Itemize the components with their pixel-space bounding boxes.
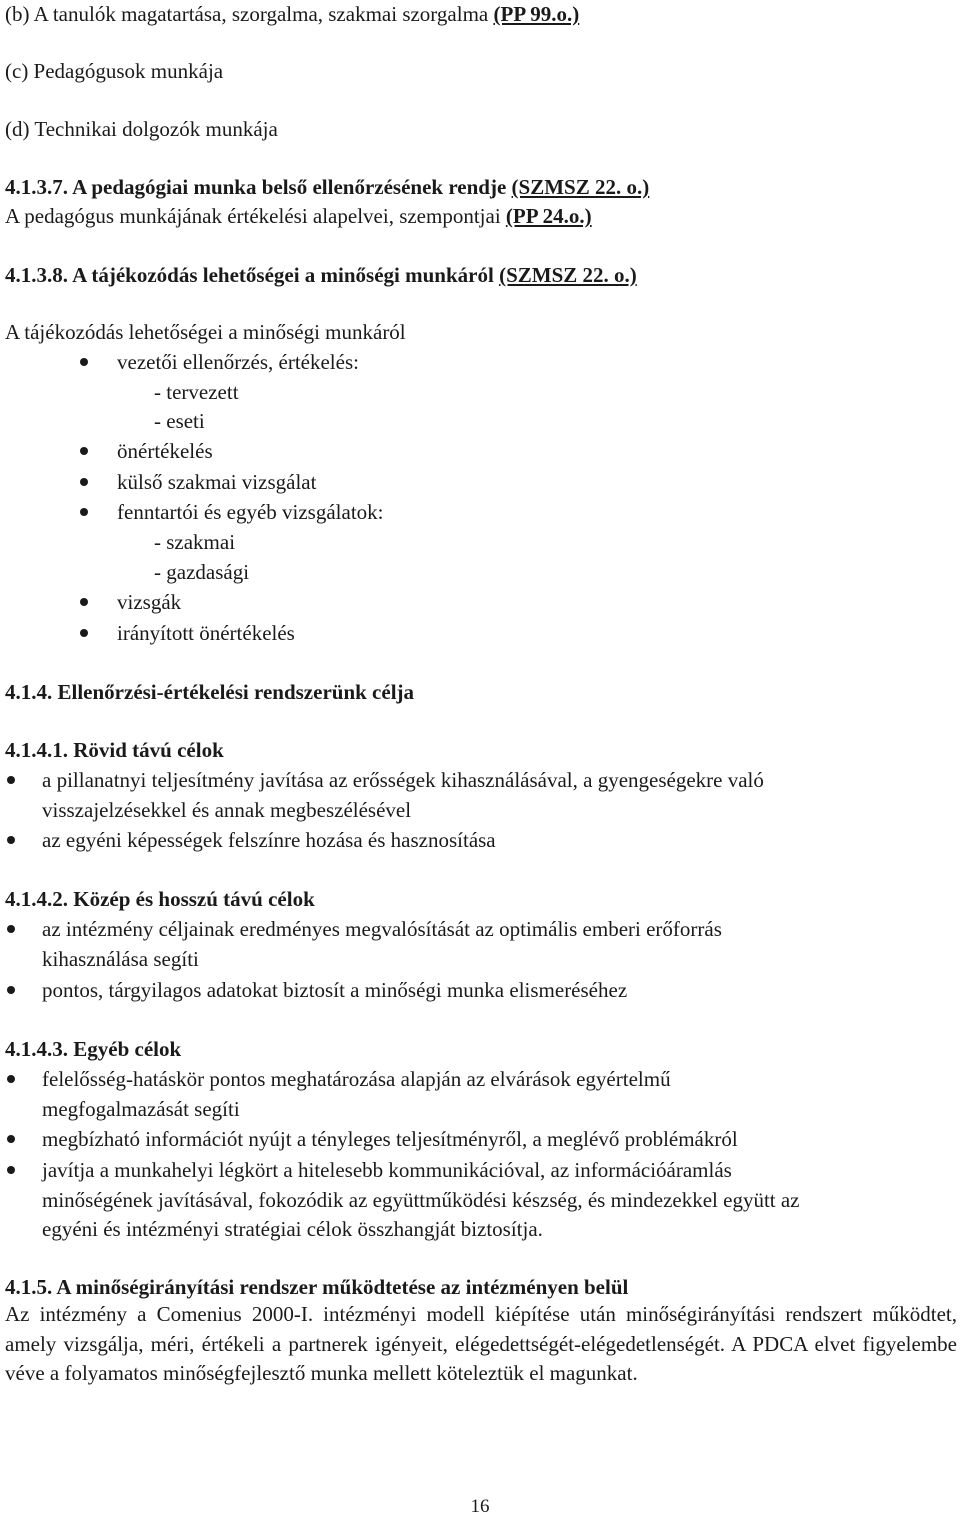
list-item-continuation: egyéni és intézményi stratégiai célok összhangját biztosítja. [42,1217,543,1241]
list-item-continuation: megfogalmazását segíti [42,1097,240,1121]
list-subitem: - gazdasági [154,560,250,584]
heading-4141: 4.1.4.1. Rövid távú célok [5,738,224,762]
list-item: külső szakmai vizsgálat [117,470,317,494]
list-item: vizsgák [117,590,182,614]
list-subitem: - szakmai [154,530,236,554]
list-item-continuation: minőségének javításával, fokozódik az együttműködési készség, és mindezekkel együtt az [42,1188,800,1212]
bullet-icon [80,478,88,486]
heading-415: 4.1.5. A minőségirányítási rendszer működtetése az intézményen belül [5,1275,629,1299]
list-item-continuation: visszajelzésekkel és annak megbeszélésével [42,798,412,822]
heading-4143: 4.1.4.3. Egyéb célok [5,1037,182,1061]
list-item: vezetői ellenőrzés, értékelés: [117,350,359,374]
bullet-icon [80,598,88,606]
bullet-icon [80,629,88,637]
bullet-icon [80,447,88,455]
list-item: pontos, tárgyilagos adatokat biztosít a minőségi munka elismeréséhez [42,978,628,1002]
reference-link: (PP 24.o.) [505,204,592,228]
list-subitem: - eseti [154,409,205,433]
bullet-icon [80,358,88,366]
list-item-c: (c) Pedagógusok munkája [5,59,224,83]
list-item-continuation: kihasználása segíti [42,947,199,971]
info-intro: A tájékozódás lehetőségei a minőségi munkáról [5,320,406,344]
list-item: javítja a munkahelyi légkört a hitelesebb kommunikációval, az információáramlás [42,1158,732,1182]
body-paragraph: Az intézmény a Comenius 2000-I. intézményi modell kiépítése után minőségirányítási rendszert működtet, amely vizsgálja, méri, értékeli a partnerek igényeit, elégedettségét-elégedetlenségét. A PDCA elvet figyelembe véve a folyamatos minőségfejlesztő munka mellett köteleztük el magunkat. [5,1302,957,1386]
list-subitem: - tervezett [154,380,239,404]
heading-4137: 4.1.3.7. A pedagógiai munka belső ellenőrzésének rendje (SZMSZ 22. o.) [5,175,650,199]
reference-link: (SZMSZ 22. o.) [511,175,650,199]
reference-link: (PP 99.o.) [493,2,580,26]
list-item: megbízható információt nyújt a tényleges teljesítményről, a meglévő problémákról [42,1127,738,1151]
bullet-icon [7,986,15,994]
heading-4142: 4.1.4.2. Közép és hosszú távú célok [5,887,315,911]
bullet-icon [7,776,15,784]
page-number: 16 [470,1496,490,1517]
bullet-icon [7,925,15,933]
list-item: önértékelés [117,439,213,463]
list-item-d: (d) Technikai dolgozók munkája [5,117,278,141]
list-item: az intézmény céljainak eredményes megvalósítását az optimális emberi erőforrás [42,917,722,941]
bullet-icon [7,1075,15,1083]
list-item: irányított önértékelés [117,621,295,645]
bullet-icon [7,836,15,844]
reference-link: (SZMSZ 22. o.) [499,263,637,287]
bullet-icon [7,1166,15,1174]
bullet-icon [80,508,88,516]
list-item: fenntartói és egyéb vizsgálatok: [117,500,384,524]
heading-414: 4.1.4. Ellenőrzési-értékelési rendszerünk célja [5,680,415,704]
list-item: a pillanatnyi teljesítmény javítása az erősségek kihasználásával, a gyengeségekre való [42,768,764,792]
heading-4138: 4.1.3.8. A tájékozódás lehetőségei a minőségi munkáról (SZMSZ 22. o.) [5,263,637,287]
bullet-icon [7,1135,15,1143]
list-item: az egyéni képességek felszínre hozása és hasznosítása [42,828,496,852]
list-item: felelősség-hatáskör pontos meghatározása alapján az elvárások egyértelmű [42,1067,671,1091]
evaluation-principles-line: A pedagógus munkájának értékelési alapelvei, szempontjai (PP 24.o.) [5,204,592,228]
list-item-b: (b) A tanulók magatartása, szorgalma, szakmai szorgalma (PP 99.o.) [5,2,580,26]
